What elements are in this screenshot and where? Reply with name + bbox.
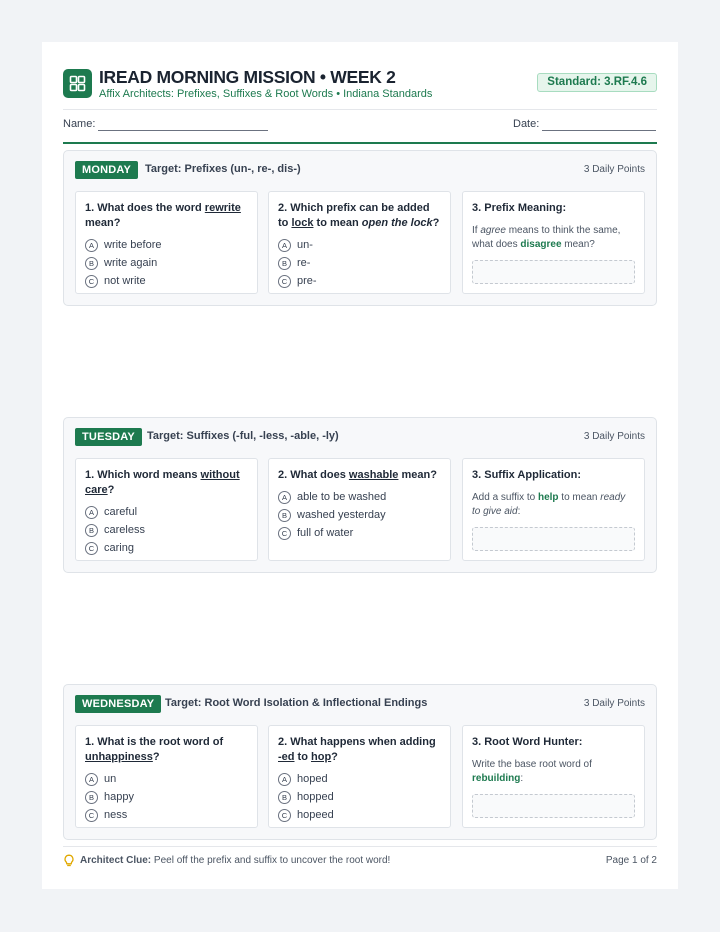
question-card-1: [75, 458, 258, 561]
footer-divider: [63, 846, 657, 847]
day-section-monday: [63, 150, 657, 306]
question-prompt: Write the base root word of rebuilding:: [472, 759, 592, 784]
question-card-3: [462, 458, 645, 561]
question-card-2: [268, 725, 451, 828]
day-header: [75, 428, 645, 446]
day-badge: MONDAY: [75, 161, 138, 179]
answer-box[interactable]: [472, 527, 635, 551]
question-text: 1. Which word means without care?: [85, 469, 240, 496]
question-text: 2. Which prefix can be added to lock to mean open the lock?: [278, 202, 440, 229]
question-text: 1. What does the word rewrite mean?: [85, 202, 241, 229]
question-text: 1. What is the root word of unhappiness?: [85, 736, 224, 763]
question-text: 2. What does washable mean?: [278, 469, 437, 481]
answer-option[interactable]: A un-: [278, 236, 441, 254]
day-target: Target: Root Word Isolation & Inflectional Endings: [165, 697, 428, 709]
answer-option[interactable]: B write again: [85, 254, 248, 272]
daily-points: 3 Daily Points: [583, 164, 645, 175]
architect-clue: Architect Clue: Peel off the prefix and suffix to uncover the root word!: [80, 855, 391, 866]
question-title: 3. Prefix Meaning:: [472, 202, 567, 214]
answer-option[interactable]: C full of water: [278, 524, 441, 542]
day-target: Target: Prefixes (un-, re-, dis-): [145, 163, 301, 175]
standard-badge: Standard: 3.RF.4.6: [537, 73, 657, 92]
answer-option[interactable]: C pre-: [278, 272, 441, 290]
answer-option[interactable]: C ness: [85, 806, 248, 824]
answer-box[interactable]: [472, 794, 635, 818]
daily-points: 3 Daily Points: [583, 431, 645, 442]
question-text: 2. What happens when adding -ed to hop?: [278, 736, 436, 763]
name-field[interactable]: [98, 130, 268, 131]
answer-option[interactable]: B careless: [85, 521, 248, 539]
question-title: 3. Root Word Hunter:: [472, 736, 583, 748]
day-section-wednesday: [63, 684, 657, 840]
answer-option[interactable]: C not write: [85, 272, 248, 290]
answer-option[interactable]: B washed yesterday: [278, 506, 441, 524]
question-card-3: [462, 725, 645, 828]
answer-option[interactable]: C caring: [85, 539, 248, 557]
answer-option[interactable]: A able to be washed: [278, 488, 441, 506]
lightbulb-icon: [63, 854, 75, 871]
answer-option[interactable]: B re-: [278, 254, 441, 272]
blocks-icon: [63, 69, 92, 98]
header-rule: [63, 142, 657, 144]
answer-option[interactable]: A hoped: [278, 770, 441, 788]
day-header: [75, 161, 645, 179]
day-badge: TUESDAY: [75, 428, 142, 446]
question-card-3: [462, 191, 645, 294]
date-field[interactable]: [542, 130, 656, 131]
date-label: Date:: [513, 118, 540, 130]
footer: [63, 854, 657, 868]
divider: [63, 109, 657, 110]
page-number: Page 1 of 2: [605, 855, 657, 866]
day-target: Target: Suffixes (-ful, -less, -able, -ly): [147, 430, 339, 442]
answer-option[interactable]: A un: [85, 770, 248, 788]
question-prompt: If agree means to think the same, what does disagree mean?: [472, 225, 621, 250]
question-card-1: [75, 191, 258, 294]
question-title: 3. Suffix Application:: [472, 469, 581, 481]
daily-points: 3 Daily Points: [583, 698, 645, 709]
answer-option[interactable]: B happy: [85, 788, 248, 806]
answer-option[interactable]: C hopeed: [278, 806, 441, 824]
day-header: [75, 695, 645, 713]
worksheet-page: [42, 42, 678, 889]
question-prompt: Add a suffix to help to mean ready to give aid:: [472, 492, 626, 517]
answer-option[interactable]: A write before: [85, 236, 248, 254]
question-card-2: [268, 458, 451, 561]
answer-option[interactable]: B hopped: [278, 788, 441, 806]
question-card-1: [75, 725, 258, 828]
name-date-row: [63, 118, 657, 134]
name-label: Name:: [63, 118, 96, 130]
page-title: IREAD MORNING MISSION • WEEK 2: [99, 67, 396, 87]
day-badge: WEDNESDAY: [75, 695, 161, 713]
page-subtitle: Affix Architects: Prefixes, Suffixes & Root Words • Indiana Standards: [99, 88, 433, 100]
answer-option[interactable]: A careful: [85, 503, 248, 521]
question-card-2: [268, 191, 451, 294]
day-section-tuesday: [63, 417, 657, 573]
answer-box[interactable]: [472, 260, 635, 284]
header: [63, 67, 657, 107]
